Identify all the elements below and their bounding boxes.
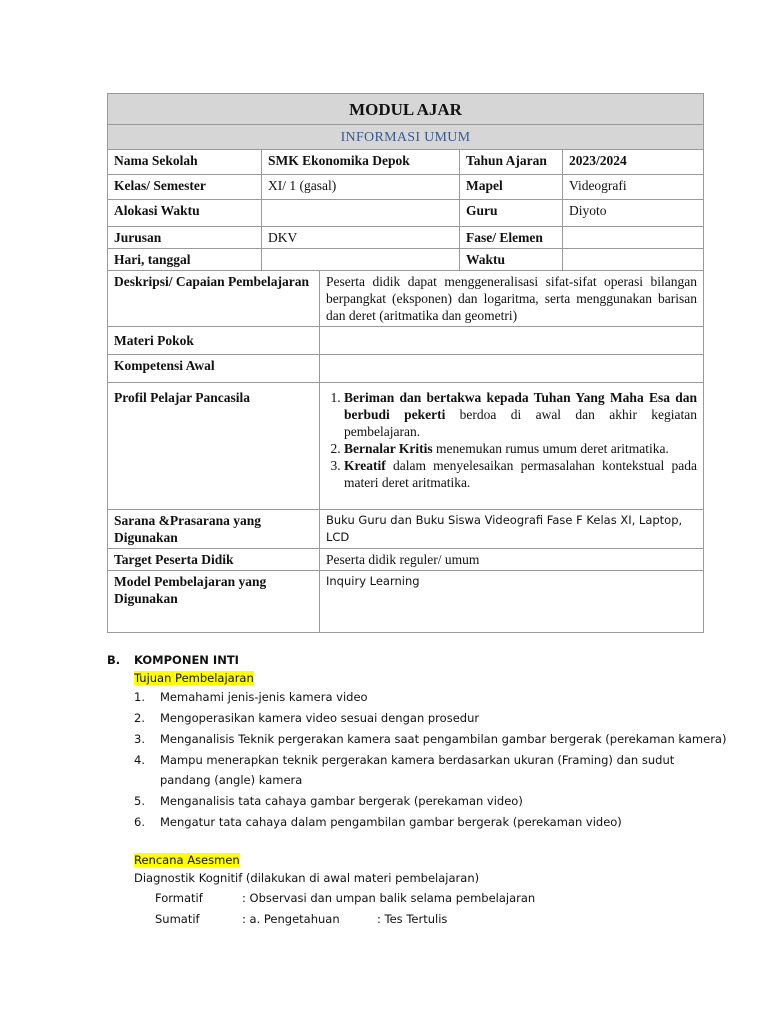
formatif-value: : Observasi dan umpan balik selama pembelajaran — [242, 891, 536, 905]
tujuan-list — [107, 687, 727, 832]
kompetensi-value — [320, 355, 704, 383]
list-item: 5. Menganalisis tata cahaya gambar bergerak (perekaman video) — [134, 794, 523, 808]
mapel-value: Videografi — [563, 175, 704, 200]
list-item: 6. Mengatur tata cahaya dalam pengambilan gambar bergerak (perekaman video) — [134, 815, 622, 829]
alokasi-value — [262, 200, 460, 227]
sumatif-row — [107, 909, 727, 930]
komponen-inti-section — [107, 652, 727, 930]
model-value: Inquiry Learning — [320, 571, 704, 633]
sarana-label: Sarana &Prasarana yang Digunakan — [108, 510, 320, 549]
hari-value — [262, 249, 460, 271]
list-item: 3. Menganalisis Teknik pergerakan kamera saat pengambilan gambar bergerak (perekaman kamera) — [134, 732, 727, 746]
target-label: Target Peserta Didik — [108, 549, 320, 571]
formatif-row — [107, 888, 727, 909]
section-title: KOMPONEN INTI — [134, 653, 239, 667]
section-letter: B. — [107, 653, 121, 667]
profil-item: 2. Bernalar Kritis menemukan rumus umum deret aritmatika. — [344, 440, 697, 457]
guru-value: Diyoto — [563, 200, 704, 227]
guru-label: Guru — [460, 200, 563, 227]
modul-ajar-table — [107, 93, 704, 633]
sarana-value: Buku Guru dan Buku Siswa Videografi Fase F Kelas XI, Laptop, LCD — [320, 510, 704, 549]
target-value: Peserta didik reguler/ umum — [320, 549, 704, 571]
sumatif-label: Sumatif — [155, 912, 200, 926]
nama-sekolah-value: SMK Ekonomika Depok — [262, 150, 460, 175]
alokasi-label: Alokasi Waktu — [108, 200, 262, 227]
tujuan-heading: Tujuan Pembelajaran — [134, 671, 254, 685]
waktu-value — [563, 249, 704, 271]
model-label: Model Pembelajaran yang Digunakan — [108, 571, 320, 633]
list-item: 1. Memahami jenis-jenis kamera video — [134, 690, 368, 704]
waktu-label: Waktu — [460, 249, 563, 271]
deskripsi-value: Peserta didik dapat menggeneralisasi sifat-sifat operasi bilangan berpangkat (eksponen) dan logaritma, serta menggunakan barisan dan deret (aritmatika dan geometri) — [320, 271, 704, 327]
deskripsi-label: Deskripsi/ Capaian Pembelajaran — [108, 271, 320, 327]
list-item: 2. Mengoperasikan kamera video sesuai dengan prosedur — [134, 711, 480, 725]
materi-value — [320, 327, 704, 355]
section-heading — [107, 652, 727, 669]
list-item: 4. Mampu menerapkan teknik pergerakan kamera berdasarkan ukuran (Framing) dan sudut pandang (angle) kamera — [134, 753, 675, 787]
profil-item: 3. Kreatif dalam menyelesaikan permasalahan kontekstual pada materi deret aritmatika. — [344, 457, 697, 491]
document-title: MODUL AJAR — [108, 94, 704, 125]
sumatif-extra: : Tes Tertulis — [377, 912, 448, 926]
kompetensi-label: Kompetensi Awal — [108, 355, 320, 383]
jurusan-label: Jurusan — [108, 227, 262, 249]
tahun-ajaran-value: 2023/2024 — [563, 150, 704, 175]
asesmen-heading: Rencana Asesmen — [134, 853, 240, 867]
profil-cell — [320, 383, 704, 510]
section-subtitle: INFORMASI UMUM — [108, 125, 704, 150]
jurusan-value: DKV — [262, 227, 460, 249]
tahun-ajaran-label: Tahun Ajaran — [460, 150, 563, 175]
materi-label: Materi Pokok — [108, 327, 320, 355]
diagnostik-text: Diagnostik Kognitif (dilakukan di awal materi pembelajaran) — [134, 871, 480, 885]
profil-label: Profil Pelajar Pancasila — [108, 383, 320, 510]
profil-list — [326, 389, 697, 491]
formatif-label: Formatif — [155, 891, 203, 905]
hari-label: Hari, tanggal — [108, 249, 262, 271]
profil-item: 1. Beriman dan bertakwa kepada Tuhan Yang Maha Esa dan berbudi pekerti berdoa di awal dan akhir kegiatan pembelajaran. — [344, 389, 697, 440]
mapel-label: Mapel — [460, 175, 563, 200]
kelas-value: XI/ 1 (gasal) — [262, 175, 460, 200]
nama-sekolah-label: Nama Sekolah — [108, 150, 262, 175]
kelas-label: Kelas/ Semester — [108, 175, 262, 200]
sumatif-value: : a. Pengetahuan — [242, 912, 340, 926]
fase-label: Fase/ Elemen — [460, 227, 563, 249]
fase-value — [563, 227, 704, 249]
